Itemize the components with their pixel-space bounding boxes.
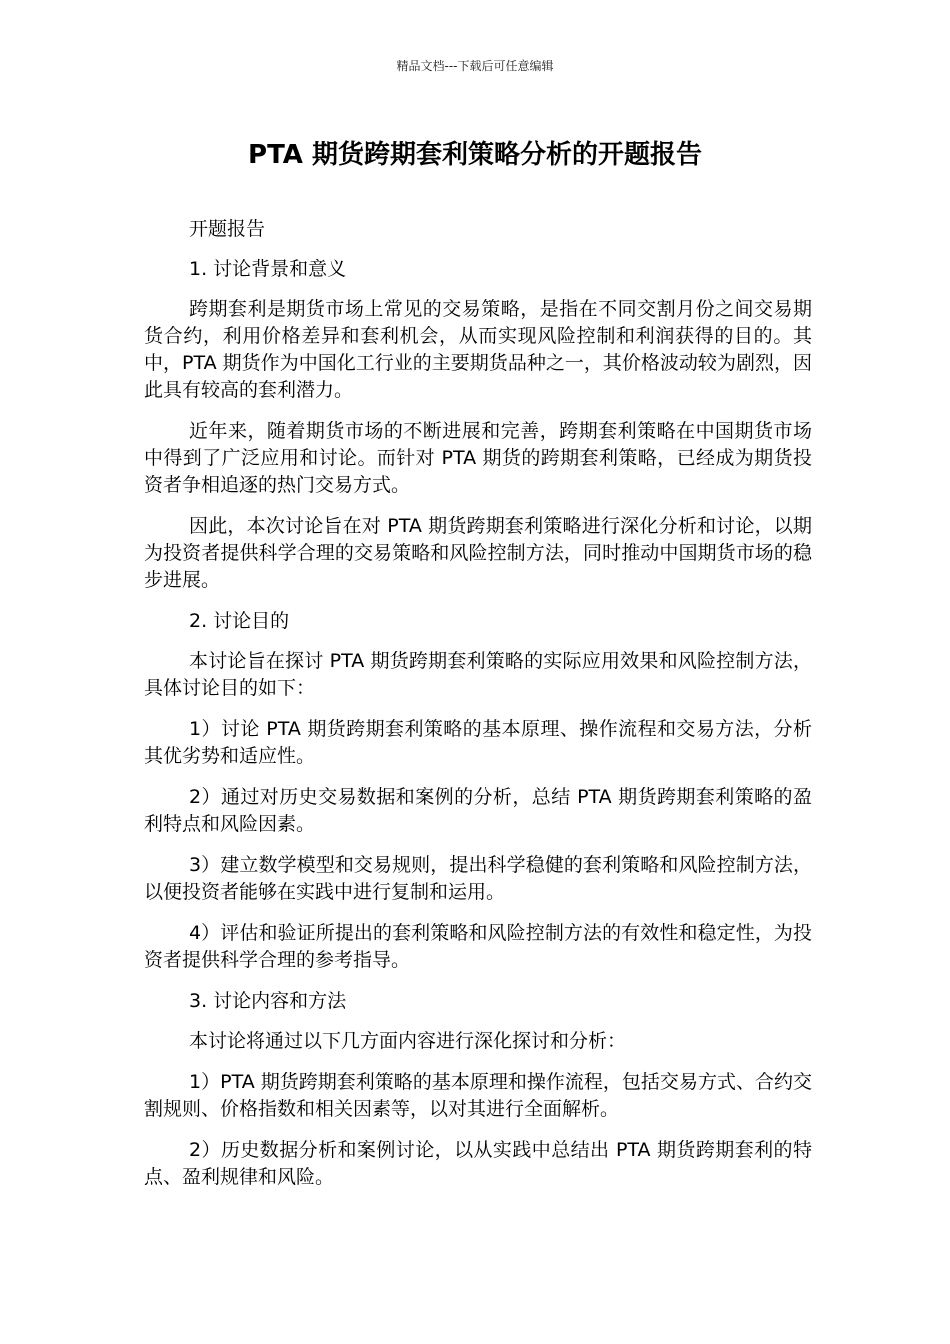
- list-item: 3）建立数学模型和交易规则，提出科学稳健的套利策略和风险控制方法，以便投资者能够在实践中进行复制和运用。: [144, 854, 812, 903]
- section-label-report: 开题报告: [189, 218, 266, 240]
- section-heading-background: 1. 讨论背景和意义: [189, 258, 347, 280]
- document-title: PTA 期货跨期套利策略分析的开题报告: [248, 140, 702, 170]
- list-item: 1）讨论 PTA 期货跨期套利策略的基本原理、操作流程和交易方法，分析其优劣势和适应性。: [144, 718, 812, 767]
- header-note: 精品文档---下载后可任意编辑: [396, 59, 554, 73]
- list-item: 4）评估和验证所提出的套利策略和风险控制方法的有效性和稳定性，为投资者提供科学合理的参考指导。: [144, 922, 812, 971]
- list-item: 2）通过对历史交易数据和案例的分析，总结 PTA 期货跨期套利策略的盈利特点和风险因素。: [144, 786, 812, 835]
- list-item: 2）历史数据分析和案例讨论，以从实践中总结出 PTA 期货跨期套利的特点、盈利规律和风险。: [144, 1139, 812, 1188]
- paragraph: 跨期套利是期货市场上常见的交易策略，是指在不同交割月份之间交易期货合约，利用价格差异和套利机会，从而实现风险控制和利润获得的目的。其中，PTA 期货作为中国化工行业的主要期货品种之一，其价格波动较为剧烈，因此具有较高的套利潜力。: [144, 298, 812, 401]
- section-heading-purpose: 2. 讨论目的: [189, 610, 290, 632]
- paragraph: 近年来，随着期货市场的不断进展和完善，跨期套利策略在中国期货市场中得到了广泛应用和讨论。而针对 PTA 期货的跨期套利策略，已经成为期货投资者争相追逐的热门交易方式。: [144, 420, 812, 496]
- section-heading-content-method: 3. 讨论内容和方法: [189, 990, 347, 1012]
- paragraph: 本讨论将通过以下几方面内容进行深化探讨和分析：: [189, 1030, 627, 1052]
- paragraph: 因此，本次讨论旨在对 PTA 期货跨期套利策略进行深化分析和讨论，以期为投资者提供科学合理的交易策略和风险控制方法，同时推动中国期货市场的稳步进展。: [144, 515, 812, 591]
- list-item: 1）PTA 期货跨期套利策略的基本原理和操作流程，包括交易方式、合约交割规则、价格指数和相关因素等，以对其进行全面解析。: [144, 1071, 812, 1120]
- document-body: [144, 216, 812, 1205]
- paragraph: 本讨论旨在探讨 PTA 期货跨期套利策略的实际应用效果和风险控制方法，具体讨论目的如下：: [144, 650, 812, 699]
